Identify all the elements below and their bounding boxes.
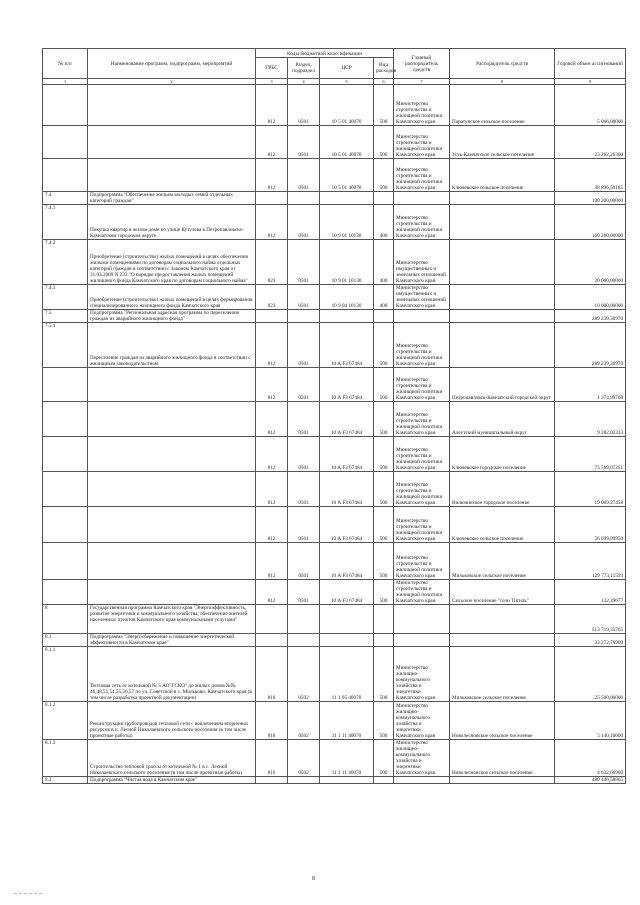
- column-number: 7: [394, 79, 450, 85]
- row-number: 8: [43, 605, 88, 634]
- manager-name: Министерство строительства и жилищной политики Камчатского края: [394, 368, 450, 402]
- expense-type-code: 400: [374, 240, 394, 285]
- recipient-name: Мильковское сельское поселение: [450, 647, 555, 702]
- grbs-code: 812: [256, 126, 288, 159]
- row-name: [88, 368, 256, 402]
- section-code: 0501: [288, 126, 320, 159]
- csr-code: 11 1 11 40070: [320, 740, 374, 777]
- grbs-code: [256, 192, 288, 205]
- csr-code: [320, 192, 374, 205]
- amount-value: 9 282,02333: [555, 402, 626, 437]
- table-row: [43, 285, 626, 310]
- section-code: 0502: [288, 702, 320, 740]
- row-number: 7.5: [43, 310, 88, 323]
- recipient-name: [450, 323, 555, 368]
- amount-value: 23 262,26300: [555, 126, 626, 159]
- row-name: [88, 437, 256, 472]
- row-number: 7.4.2: [43, 240, 88, 285]
- table-row: [43, 323, 626, 368]
- header-number: № п/п: [43, 49, 88, 79]
- row-name: Строительство тепловой трассы от котельной № 1 в с. Лесной Николаевского сельского поселения (в том числе проектные работы): [88, 740, 256, 777]
- row-name: Переселение граждан из аварийного жилищного фонда в соответствии с жилищным законодательством: [88, 323, 256, 368]
- expense-type-code: 500: [374, 543, 394, 580]
- section-code: 0502: [288, 740, 320, 777]
- csr-code: 10 А F3 67484: [320, 368, 374, 402]
- table-row: [43, 605, 626, 634]
- amount-value: 5 066,00000: [555, 85, 626, 126]
- recipient-name: Ключевское сельское поселение: [450, 159, 555, 192]
- row-name: [88, 402, 256, 437]
- expense-type-code: 500: [374, 702, 394, 740]
- row-name: Приобретение (строительство) жилых помещений в целях обеспечения жилыми помещениями по договорам социального найма отдельных категорий граждан в соответствии с Законом Камчатского края от 31.03.2009 N 233 "О порядке предоставления жилых помещений жилищного фонда Камчатского края по договорам социального найма": [88, 240, 256, 285]
- expense-type-code: 500: [374, 740, 394, 777]
- page-number: 8: [312, 876, 315, 882]
- header-recipient: Распорядитель средств: [450, 49, 555, 79]
- manager-name: Министерство строительства и жилищной политики Камчатского края: [394, 85, 450, 126]
- column-number: 5: [320, 79, 374, 85]
- header-grbs: ГРБС: [256, 58, 288, 79]
- expense-type-code: [374, 310, 394, 323]
- csr-code: 10 А F3 67484: [320, 543, 374, 580]
- amount-value: 19 009,27458: [555, 472, 626, 507]
- manager-name: Министерство имущественных и земельных отношений Камчатского края: [394, 285, 450, 310]
- row-number: [43, 472, 88, 507]
- budget-sheet: [42, 48, 625, 784]
- expense-type-code: 500: [374, 402, 394, 437]
- amount-value: 25 500,00000: [555, 647, 626, 702]
- recipient-name: Вилючинское городское поселение: [450, 472, 555, 507]
- section-code: 0501: [288, 240, 320, 285]
- table-row: [43, 507, 626, 543]
- recipient-name: [450, 310, 555, 323]
- recipient-name: [450, 285, 555, 310]
- section-code: [288, 310, 320, 323]
- grbs-code: 812: [256, 205, 288, 240]
- row-number: [43, 126, 88, 159]
- section-code: 0501: [288, 437, 320, 472]
- row-number: [43, 507, 88, 543]
- grbs-code: 812: [256, 472, 288, 507]
- amount-value: 129 773,11593: [555, 543, 626, 580]
- row-number: 7.5.1: [43, 323, 88, 368]
- csr-code: 10 9 01 10130: [320, 240, 374, 285]
- row-number: [43, 85, 88, 126]
- expense-type-code: [374, 634, 394, 647]
- table-row: [43, 702, 626, 740]
- row-number: 7.4.1: [43, 205, 88, 240]
- column-number: 9: [555, 79, 626, 85]
- manager-name: Министерство строительства и жилищной политики Камчатского края: [394, 159, 450, 192]
- row-name: Тепловая сеть от котельной № 5 АО"ГСКО" до жилых домов №№ 46,48,51,54,55,56,57 по ул. Советской в с. Мильково, Камчатского края (в том числе разработка проектной документации): [88, 647, 256, 702]
- grbs-code: 810: [256, 647, 288, 702]
- row-name: [88, 507, 256, 543]
- row-name: Подпрограмма "Энергосбережение и повышение энергетической эффективности в Камчатском крае": [88, 634, 256, 647]
- expense-type-code: [374, 777, 394, 784]
- csr-code: [320, 310, 374, 323]
- csr-code: 10 А F3 67484: [320, 580, 374, 605]
- expense-type-code: 500: [374, 323, 394, 368]
- manager-name: [394, 777, 450, 784]
- table-row: [43, 580, 626, 605]
- table-row: [43, 634, 626, 647]
- expense-type-code: 500: [374, 647, 394, 702]
- row-number: 8.1.2: [43, 702, 88, 740]
- csr-code: 10 5 01 40070: [320, 159, 374, 192]
- csr-code: 10 9 01 10130: [320, 205, 374, 240]
- recipient-name: Петропавловск-Камчатский городской округ: [450, 368, 555, 402]
- scan-edge-mark: [14, 893, 42, 894]
- row-number: [43, 437, 88, 472]
- table-row: [43, 126, 626, 159]
- csr-code: 10 А F3 67484: [320, 437, 374, 472]
- recipient-name: Новолесновское сельское поселение: [450, 740, 555, 777]
- header-csr: ЦСР: [320, 58, 374, 79]
- header-manager: Главный распорядитель средств: [394, 49, 450, 79]
- csr-code: 10 5 01 40070: [320, 126, 374, 159]
- section-code: 0502: [288, 647, 320, 702]
- manager-name: Министерство строительства и жилищной политики Камчатского края: [394, 323, 450, 368]
- grbs-code: 812: [256, 85, 288, 126]
- grbs-code: 823: [256, 240, 288, 285]
- section-code: 0501: [288, 543, 320, 580]
- grbs-code: 812: [256, 543, 288, 580]
- section-code: 0501: [288, 472, 320, 507]
- expense-type-code: 500: [374, 580, 394, 605]
- row-number: 8.2: [43, 777, 88, 784]
- column-number: 8: [450, 79, 555, 85]
- section-code: 0501: [288, 507, 320, 543]
- section-code: [288, 634, 320, 647]
- csr-code: 10 А F3 67484: [320, 323, 374, 368]
- recipient-name: Сельское поселение "село Тигиль": [450, 580, 555, 605]
- grbs-code: 812: [256, 580, 288, 605]
- table-row: [43, 85, 626, 126]
- section-code: 0501: [288, 85, 320, 126]
- csr-code: 11 1 05 40070: [320, 647, 374, 702]
- row-number: [43, 580, 88, 605]
- amount-value: 190 200,00000: [555, 192, 626, 205]
- manager-name: Министерство строительства и жилищной политики Камчатского края: [394, 507, 450, 543]
- csr-code: [320, 777, 374, 784]
- csr-code: [320, 605, 374, 634]
- amount-value: 1 374,99708: [555, 368, 626, 402]
- amount-value: 289 239,36970: [555, 323, 626, 368]
- amount-value: 513 719,35765: [555, 605, 626, 634]
- recipient-name: [450, 605, 555, 634]
- manager-name: Министерство строительства и жилищной политики Камчатского края: [394, 437, 450, 472]
- row-name: [88, 472, 256, 507]
- amount-value: 4 632,66900: [555, 740, 626, 777]
- csr-code: 10 А F3 67484: [320, 507, 374, 543]
- grbs-code: 810: [256, 740, 288, 777]
- grbs-code: 812: [256, 402, 288, 437]
- table-row: [43, 192, 626, 205]
- row-number: 8.1.3: [43, 740, 88, 777]
- manager-name: [394, 634, 450, 647]
- table-row: [43, 777, 626, 784]
- table-row: [43, 437, 626, 472]
- grbs-code: 823: [256, 285, 288, 310]
- table-row: [43, 402, 626, 437]
- table-row: [43, 240, 626, 285]
- budget-table: [42, 48, 626, 784]
- amount-value: 73 569,07251: [555, 437, 626, 472]
- row-number: 7.4.3: [43, 285, 88, 310]
- recipient-name: Новолесновское сельское поселение: [450, 702, 555, 740]
- table-row: [43, 472, 626, 507]
- csr-code: 10 А F3 67484: [320, 402, 374, 437]
- row-name: Реконструкция трубопроводов тепловой сети с вовлечением вторичных ресурсов в п. Лесной Николаевского сельского поселения (в том числе проектные работы): [88, 702, 256, 740]
- csr-code: 10 А F3 67484: [320, 472, 374, 507]
- expense-type-code: [374, 605, 394, 634]
- grbs-code: 812: [256, 507, 288, 543]
- column-number: 4: [288, 79, 320, 85]
- expense-type-code: 500: [374, 368, 394, 402]
- column-number: 6: [374, 79, 394, 85]
- manager-name: Министерство жилищно-коммунального хозяйства и энергетики Камчатского края: [394, 702, 450, 740]
- row-name: Подпрограмма "Чистая вода в Камчатском крае": [88, 777, 256, 784]
- grbs-code: [256, 777, 288, 784]
- manager-name: Министерство жилищно-коммунального хозяйства и энергетики Камчатского края: [394, 740, 450, 777]
- expense-type-code: 500: [374, 85, 394, 126]
- header-name: Наименование программ, подпрограмм, мероприятий: [88, 49, 256, 79]
- manager-name: Министерство строительства и жилищной политики Камчатского края: [394, 543, 450, 580]
- expense-type-code: 500: [374, 126, 394, 159]
- row-name: [88, 126, 256, 159]
- row-name: [88, 543, 256, 580]
- row-name: Подпрограмма "Обеспечение жильем молодых семей отдельных категорий граждан": [88, 192, 256, 205]
- row-name: [88, 85, 256, 126]
- row-name: Приобретение (строительство) жилых помещений в целях формирования специализированного жилищного фонда Камчатского края: [88, 285, 256, 310]
- section-code: 0501: [288, 580, 320, 605]
- expense-type-code: 500: [374, 472, 394, 507]
- recipient-name: [450, 192, 555, 205]
- row-name: [88, 580, 256, 605]
- grbs-code: 812: [256, 437, 288, 472]
- grbs-code: 812: [256, 368, 288, 402]
- expense-type-code: [374, 192, 394, 205]
- csr-code: 11 1 11 40070: [320, 702, 374, 740]
- manager-name: Министерство строительства и жилищной политики Камчатского края: [394, 402, 450, 437]
- column-number: 2: [88, 79, 256, 85]
- table-row: [43, 543, 626, 580]
- expense-type-code: 500: [374, 159, 394, 192]
- recipient-name: [450, 777, 555, 784]
- table-row: [43, 368, 626, 402]
- section-code: [288, 192, 320, 205]
- amount-value: 480 446,58865: [555, 777, 626, 784]
- row-name: Подпрограмма "Региональная адресная программа по переселению граждан из аварийного жилищного фонда": [88, 310, 256, 323]
- row-name: [88, 159, 256, 192]
- csr-code: 10 5 01 40070: [320, 85, 374, 126]
- row-number: 7.4: [43, 192, 88, 205]
- row-number: 8.1: [43, 634, 88, 647]
- recipient-name: Ключевское сельское поселение: [450, 507, 555, 543]
- table-row: [43, 740, 626, 777]
- recipient-name: Паратунское сельское поселение: [450, 85, 555, 126]
- header-amount: Годовой объем ассигнований: [555, 49, 626, 79]
- recipient-name: Ключевское городское поселение: [450, 437, 555, 472]
- expense-type-code: 400: [374, 285, 394, 310]
- section-code: 0501: [288, 323, 320, 368]
- manager-name: Министерство строительства и жилищной политики Камчатского края: [394, 126, 450, 159]
- grbs-code: 812: [256, 323, 288, 368]
- row-name: Государственная программа Камчатского края "Энергоэффективность, развитие энергетики и коммунального хозяйства, обеспечение жителей населенных пунктов Камчатского края коммунальными услугами": [88, 605, 256, 634]
- header-codes-group: Коды бюджетной классификации: [256, 49, 394, 58]
- recipient-name: [450, 205, 555, 240]
- amount-value: 132,39677: [555, 580, 626, 605]
- recipient-name: [450, 240, 555, 285]
- table-row: [43, 205, 626, 240]
- manager-name: Министерство имущественных и земельных отношений Камчатского края: [394, 240, 450, 285]
- amount-value: 10 000,00000: [555, 285, 626, 310]
- manager-name: [394, 605, 450, 634]
- header-expense-type: Вид расходов: [374, 58, 394, 79]
- csr-code: [320, 634, 374, 647]
- amount-value: 5 140,10000: [555, 702, 626, 740]
- section-code: 0501: [288, 159, 320, 192]
- section-code: 0501: [288, 285, 320, 310]
- expense-type-code: 400: [374, 205, 394, 240]
- grbs-code: 810: [256, 702, 288, 740]
- section-code: [288, 777, 320, 784]
- row-number: [43, 543, 88, 580]
- row-number: 8.1.1: [43, 647, 88, 702]
- row-number: [43, 368, 88, 402]
- section-code: 0501: [288, 205, 320, 240]
- column-number: 3: [256, 79, 288, 85]
- amount-value: 160 200,00000: [555, 205, 626, 240]
- recipient-name: Усть-Камчатское сельское поселение: [450, 126, 555, 159]
- expense-type-code: 500: [374, 507, 394, 543]
- manager-name: Министерство жилищно-коммунального хозяйства и энергетики Камчатского края: [394, 647, 450, 702]
- grbs-code: 812: [256, 159, 288, 192]
- expense-type-code: 500: [374, 437, 394, 472]
- manager-name: Министерство строительства и жилищной политики Камчатского края: [394, 472, 450, 507]
- table-row: [43, 647, 626, 702]
- amount-value: 38 896,50185: [555, 159, 626, 192]
- amount-value: 56 699,09950: [555, 507, 626, 543]
- recipient-name: Мильковское сельское поселение: [450, 543, 555, 580]
- header-section: Раздел, подраздел: [288, 58, 320, 79]
- table-row: [43, 159, 626, 192]
- section-code: 0501: [288, 368, 320, 402]
- grbs-code: [256, 310, 288, 323]
- row-number: [43, 159, 88, 192]
- amount-value: 33 272,76900: [555, 634, 626, 647]
- recipient-name: [450, 634, 555, 647]
- grbs-code: [256, 634, 288, 647]
- row-number: [43, 402, 88, 437]
- grbs-code: [256, 605, 288, 634]
- row-name: Покупка квартир в жилом доме по улице Кутузова в Петропавловске-Камчатском городском округе: [88, 205, 256, 240]
- manager-name: [394, 310, 450, 323]
- recipient-name: Алеутский муниципальный округ: [450, 402, 555, 437]
- amount-value: 20 000,00000: [555, 240, 626, 285]
- manager-name: Министерство строительства и жилищной политики Камчатского края: [394, 205, 450, 240]
- table-row: [43, 310, 626, 323]
- csr-code: 10 9 04 10130: [320, 285, 374, 310]
- manager-name: [394, 192, 450, 205]
- section-code: [288, 605, 320, 634]
- manager-name: Министерство строительства и жилищной политики Камчатского края: [394, 580, 450, 605]
- section-code: 0501: [288, 402, 320, 437]
- amount-value: 289 239,36970: [555, 310, 626, 323]
- column-number: 1: [43, 79, 88, 85]
